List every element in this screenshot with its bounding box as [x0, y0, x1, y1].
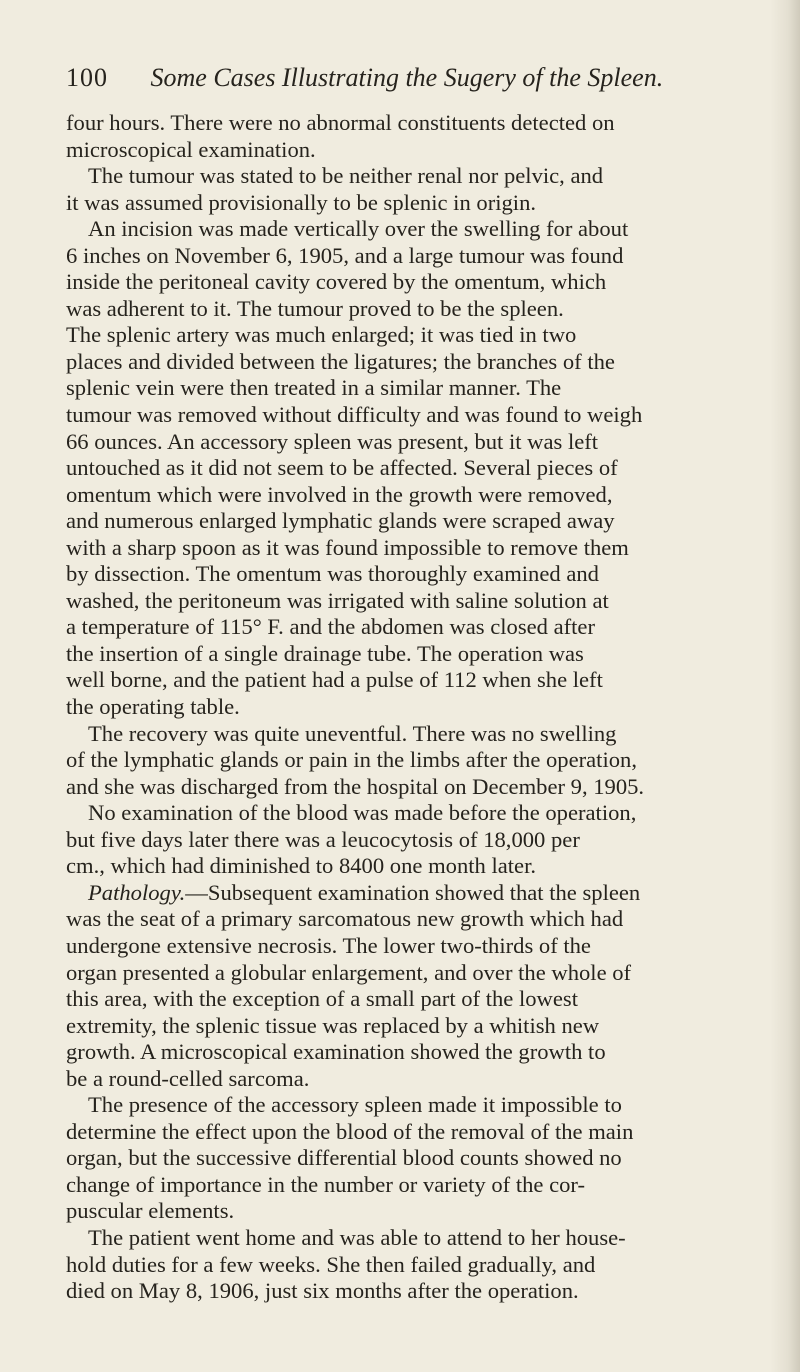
line-text: omentum which were involved in the growth were removed, — [66, 481, 613, 507]
text-line — [66, 535, 746, 562]
page-number: 100 — [66, 63, 108, 92]
line-text: inside the peritoneal cavity covered by the omentum, which — [66, 269, 607, 295]
line-text: growth. A microscopical examination showed the growth to — [66, 1039, 606, 1065]
line-text: this area, with the exception of a small part of the lowest — [66, 986, 578, 1012]
text-line — [66, 137, 746, 164]
text-line — [66, 694, 746, 721]
text-line — [66, 163, 746, 190]
line-text: was the seat of a primary sarcomatous new growth which had — [66, 906, 624, 932]
text-line — [66, 800, 746, 827]
text-line — [66, 1198, 746, 1225]
text-line — [66, 1119, 746, 1146]
text-line — [66, 349, 746, 376]
text-line — [66, 1172, 746, 1199]
text-line — [66, 110, 746, 137]
line-text: was adherent to it. The tumour proved to be the spleen. — [66, 295, 564, 321]
line-text: but five days later there was a leucocytosis of 18,000 per — [66, 826, 580, 852]
line-text: change of importance in the number or variety of the cor- — [66, 1171, 585, 1197]
text-line — [66, 641, 746, 668]
running-title: Some Cases Illustrating the Sugery of the Spleen. — [150, 63, 664, 92]
text-line — [66, 853, 746, 880]
line-text: untouched as it did not seem to be affected. Several pieces of — [66, 455, 618, 481]
line-text: with a sharp spoon as it was found impossible to remove them — [66, 534, 629, 560]
text-line — [66, 1092, 746, 1119]
line-text: four hours. There were no abnormal constituents detected on — [66, 110, 615, 135]
text-line — [66, 190, 746, 217]
text-line — [66, 614, 746, 641]
text-line — [66, 269, 746, 296]
line-text: a temperature of 115° F. and the abdomen was closed after — [66, 614, 595, 640]
line-text: undergone extensive necrosis. The lower two-thirds of the — [66, 932, 591, 958]
text-line — [66, 1225, 746, 1252]
text-line — [66, 429, 746, 456]
line-text: —Subsequent examination showed that the spleen — [185, 879, 641, 905]
line-text: extremity, the splenic tissue was replaced by a whitish new — [66, 1012, 600, 1038]
text-line — [66, 482, 746, 509]
text-line — [66, 322, 746, 349]
line-text: and she was discharged from the hospital on December 9, 1905. — [66, 773, 645, 799]
line-text: The recovery was quite uneventful. There was no swelling — [88, 720, 617, 746]
text-line — [66, 774, 746, 801]
line-text: An incision was made vertically over the swelling for about — [88, 216, 629, 242]
text-line — [66, 375, 746, 402]
line-text: The splenic artery was much enlarged; it was tied in two — [66, 322, 577, 348]
line-text: The tumour was stated to be neither renal nor pelvic, and — [88, 163, 604, 189]
text-line — [66, 588, 746, 615]
text-line — [66, 1039, 746, 1066]
line-text: microscopical examination. — [66, 136, 316, 162]
line-text: splenic vein were then treated in a similar manner. The — [66, 375, 562, 401]
line-text: died on May 8, 1906, just six months after the operation. — [66, 1278, 579, 1304]
line-text: 66 ounces. An accessory spleen was present, but it was left — [66, 428, 599, 454]
line-text: places and divided between the ligatures; the branches of the — [66, 348, 615, 374]
line-text: No examination of the blood was made before the operation, — [88, 800, 637, 826]
line-text: washed, the peritoneum was irrigated with saline solution at — [66, 587, 609, 613]
line-text: The patient went home and was able to attend to her house- — [88, 1224, 626, 1250]
text-line — [66, 880, 746, 907]
line-text: 6 inches on November 6, 1905, and a large tumour was found — [66, 242, 624, 268]
text-line — [66, 508, 746, 535]
text-line — [66, 960, 746, 987]
text-line — [66, 402, 746, 429]
line-text: puscular elements. — [66, 1198, 235, 1224]
line-text: of the lymphatic glands or pain in the limbs after the operation, — [66, 747, 637, 773]
text-line — [66, 296, 746, 323]
line-text: well borne, and the patient had a pulse of 112 when she left — [66, 667, 603, 693]
text-line — [66, 667, 746, 694]
text-line — [66, 747, 746, 774]
line-text: tumour was removed without difficulty and was found to weigh — [66, 402, 643, 428]
text-line — [66, 216, 746, 243]
line-text: the insertion of a single drainage tube. The operation was — [66, 640, 584, 666]
page-header — [66, 58, 746, 98]
text-line — [66, 1145, 746, 1172]
line-text: organ presented a globular enlargement, and over the whole of — [66, 959, 632, 985]
text-line — [66, 986, 746, 1013]
text-line — [66, 1013, 746, 1040]
line-text: organ, but the successive differential blood counts showed no — [66, 1145, 622, 1171]
line-text: by dissection. The omentum was thoroughly examined and — [66, 561, 599, 587]
line-text: it was assumed provisionally to be splenic in origin. — [66, 189, 537, 215]
text-line — [66, 1066, 746, 1093]
text-line — [66, 906, 746, 933]
body-text — [66, 110, 746, 1305]
text-line — [66, 561, 746, 588]
line-text: The presence of the accessory spleen made it impossible to — [88, 1092, 622, 1118]
text-line — [66, 933, 746, 960]
text-line — [66, 1252, 746, 1279]
text-line — [66, 455, 746, 482]
text-line — [66, 721, 746, 748]
line-text: be a round-celled sarcoma. — [66, 1065, 310, 1091]
page-edge-shadow — [770, 0, 800, 1372]
line-text: and numerous enlarged lymphatic glands were scraped away — [66, 508, 615, 534]
text-line — [66, 1278, 746, 1305]
line-text: hold duties for a few weeks. She then failed gradually, and — [66, 1251, 596, 1277]
line-text: determine the effect upon the blood of the removal of the main — [66, 1118, 634, 1144]
text-line — [66, 243, 746, 270]
line-text: cm., which had diminished to 8400 one month later. — [66, 853, 537, 879]
section-heading: Pathology. — [88, 879, 186, 905]
line-text: the operating table. — [66, 694, 240, 720]
text-line — [66, 827, 746, 854]
